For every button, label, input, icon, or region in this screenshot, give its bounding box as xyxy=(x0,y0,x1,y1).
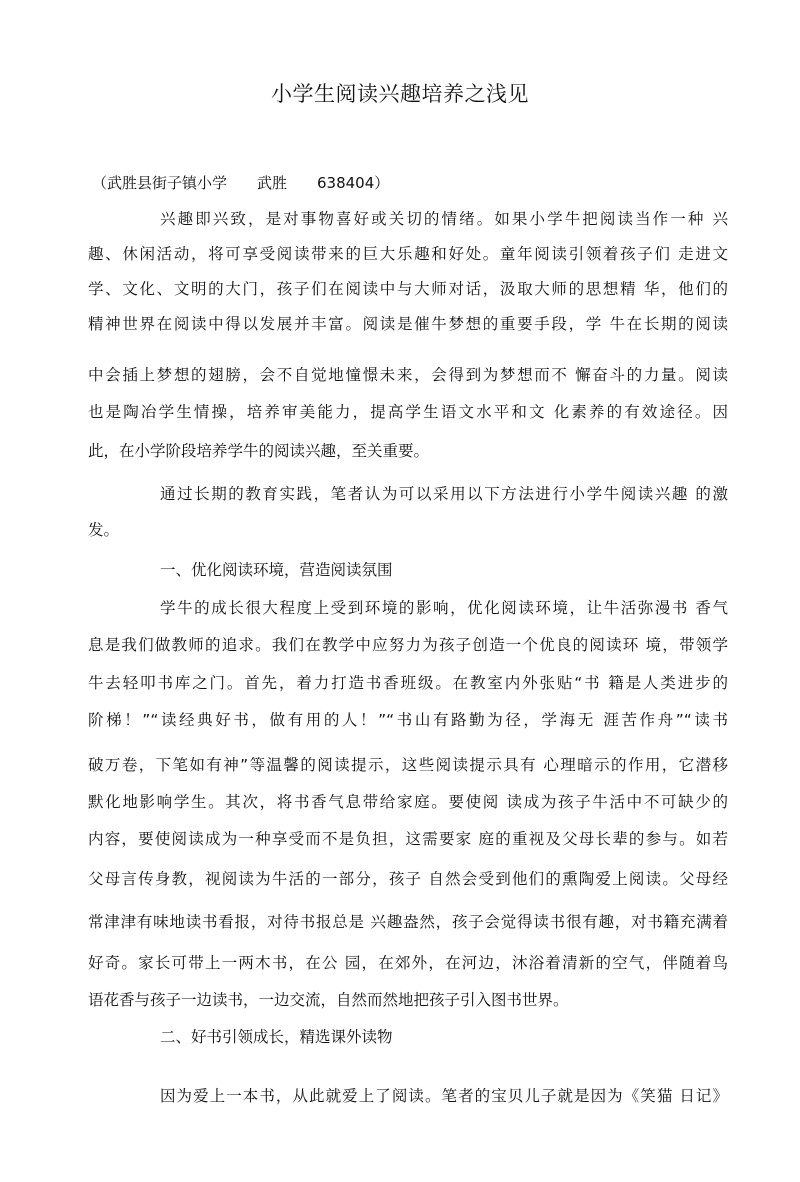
paragraph-line: 内容，要使阅读成为一种享受而不是负担，这需要家 庭的重视及父母长辈的参与。如若 xyxy=(88,830,728,848)
paragraph-line: 中会插上梦想的翅膀，会不自觉地憧憬未来，会得到为梦想而不 懈奋斗的力量。阅读 xyxy=(88,366,728,384)
paragraph-line: 也是陶冶学生情操，培养审美能力，提高学生语文水平和文 化素养的有效途径。因 xyxy=(88,403,728,421)
paragraph-line: 牛去轻叩书库之门。首先，着力打造书香班级。在教室内外张贴“书 籍是人类进步的 xyxy=(88,674,728,692)
paragraph-line: 默化地影响学生。其次，将书香气息带给家庭。要使阅 读成为孩子牛活中不可缺少的 xyxy=(88,793,728,811)
paragraph-line: 此，在小学阶段培养学牛的阅读兴趣，至关重要。 xyxy=(88,442,430,460)
paragraph-line: 精神世界在阅读中得以发展并丰富。阅读是催牛梦想的重要手段，学 牛在长期的阅读 xyxy=(88,315,728,333)
paragraph-line: 学、文化、文明的大门，孩子们在阅读中与大师对话，汲取大师的思想精 华，他们的 xyxy=(88,280,728,298)
section-heading: 一、优化阅读环境，营造阅读氛围 xyxy=(160,561,393,579)
paragraph-line: 阶梯！”“读经典好书，做有用的人！”“书山有路勤为径，学海无 涯苦作舟”“读书 xyxy=(88,711,728,729)
author-byline: （武胜县街子镇小学 武胜 638404） xyxy=(92,174,390,192)
paragraph-line: 破万卷，下笔如有神”等温馨的阅读提示，这些阅读提示具有 心理暗示的作用，它潜移 xyxy=(88,756,728,774)
paragraph-line: 通过长期的教育实践，笔者认为可以采用以下方法进行小学牛阅读兴趣 的激 xyxy=(160,485,728,503)
paragraph-line: 发。 xyxy=(88,521,120,539)
paragraph-line: 因为爱上一本书，从此就爱上了阅读。笔者的宝贝儿子就是因为《笑猫 日记》 xyxy=(160,1087,728,1105)
paragraph-line: 语花香与孩子一边读书，一边交流，自然而然地把孩子引入图书世界。 xyxy=(88,991,569,1009)
paragraph-line: 好奇。家长可带上一两木书，在公 园，在郊外，在河边，沐浴着清新的空气，伴随着鸟 xyxy=(88,954,728,972)
paragraph-line: 学牛的成长很大程度上受到环境的影响，优化阅读环境，让牛活弥漫书 香气 xyxy=(160,599,728,617)
paragraph-line: 常津津有味地读书看报，对待书报总是 兴趣盎然，孩子会觉得读书很有趣，对书籍充满着 xyxy=(88,913,728,931)
paragraph-line: 兴趣即兴致，是对事物喜好或关切的情绪。如果小学牛把阅读当作一种 兴 xyxy=(160,210,728,228)
paragraph-line: 父母言传身教，视阅读为牛活的一部分，孩子 自然会受到他们的熏陶爱上阅读。父母经 xyxy=(88,870,728,888)
document-title: 小学生阅读兴趣培养之浅见 xyxy=(271,82,529,106)
paragraph-line: 趣、休闲活动，将可享受阅读带来的巨大乐趣和好处。童年阅读引领着孩子们 走进文 xyxy=(88,245,728,263)
paragraph-line: 息是我们做教师的追求。我们在教学中应努力为孩子创造一个优良的阅读环 境，带领学 xyxy=(88,636,728,654)
section-heading: 二、好书引领成长，精选课外读物 xyxy=(160,1028,393,1046)
